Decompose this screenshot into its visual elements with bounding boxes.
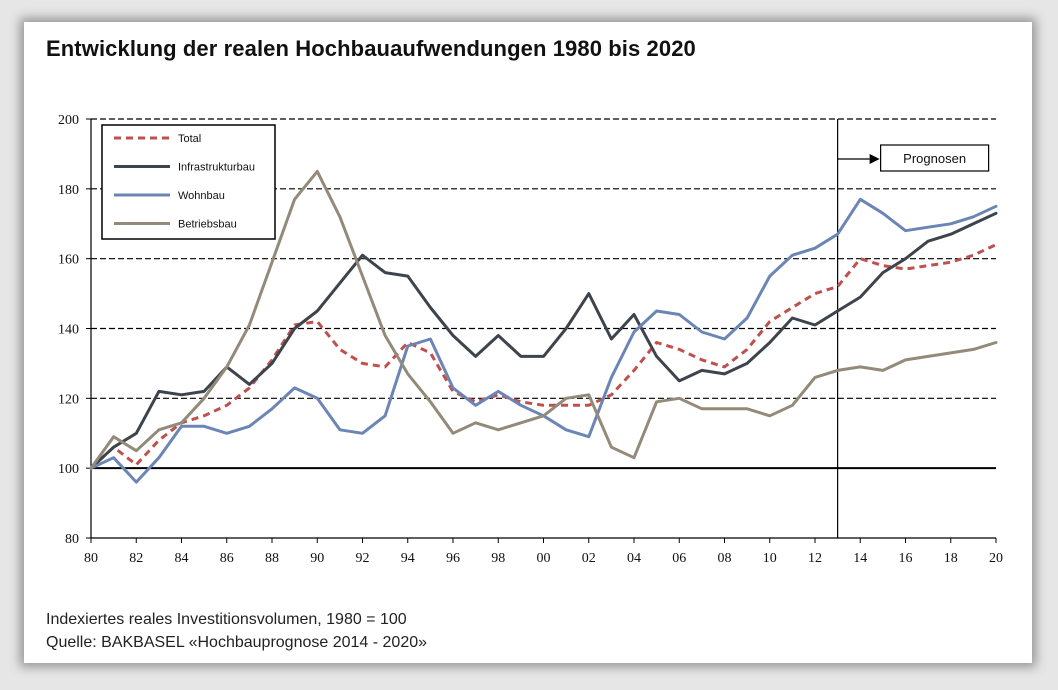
x-tick-label: 14 xyxy=(853,551,868,566)
y-tick-label: 180 xyxy=(58,182,79,198)
x-tick-label: 02 xyxy=(581,551,596,566)
x-tick-label: 06 xyxy=(672,551,687,566)
series-line-wohnbau xyxy=(91,199,996,482)
x-tick-label: 16 xyxy=(898,551,913,566)
legend xyxy=(102,125,275,239)
x-tick-label: 84 xyxy=(174,551,189,566)
y-tick-label: 100 xyxy=(58,462,79,478)
forecast-arrow-head xyxy=(870,154,880,164)
x-tick-label: 86 xyxy=(219,551,234,566)
x-tick-label: 98 xyxy=(491,551,506,566)
y-tick-label: 80 xyxy=(65,532,79,547)
x-tick-label: 04 xyxy=(627,551,641,566)
x-tick-label: 90 xyxy=(310,551,325,566)
x-tick-label: 82 xyxy=(129,551,144,566)
x-tick-label: 18 xyxy=(943,551,958,566)
y-tick-label: 200 xyxy=(58,113,79,128)
forecast-label: Prognosen xyxy=(903,151,967,166)
x-tick-label: 20 xyxy=(989,551,1003,566)
legend-label-betriebsbau: Betriebsbau xyxy=(178,218,237,231)
footnote-index: Indexiertes reales Investitionsvolumen, 1980 = 100 xyxy=(46,611,407,628)
x-tick-label: 92 xyxy=(355,551,370,566)
legend-label-infrastrukturbau: Infrastrukturbau xyxy=(178,161,256,174)
chart-card xyxy=(24,22,1032,663)
chart-title: Entwicklung der realen Hochbauaufwendungen 1980 bis 2020 xyxy=(46,36,696,61)
legend-label-wohnbau: Wohnbau xyxy=(178,190,225,202)
footnote-source: Quelle: BAKBASEL «Hochbauprognose 2014 - 2020» xyxy=(46,634,428,651)
x-tick-label: 00 xyxy=(536,551,551,566)
x-tick-label: 96 xyxy=(446,551,460,566)
series-line-infrastrukturbau xyxy=(91,213,996,468)
legend-label-total: Total xyxy=(178,133,202,145)
y-tick-label: 140 xyxy=(58,322,79,338)
x-tick-label: 08 xyxy=(717,551,732,566)
x-tick-label: 10 xyxy=(762,551,777,566)
x-tick-label: 88 xyxy=(265,551,279,566)
x-tick-label: 80 xyxy=(84,551,98,566)
x-tick-label: 94 xyxy=(400,551,415,566)
line-chart xyxy=(24,22,1032,622)
y-tick-label: 120 xyxy=(58,392,79,408)
x-tick-label: 12 xyxy=(808,551,822,566)
y-tick-label: 160 xyxy=(58,252,79,268)
